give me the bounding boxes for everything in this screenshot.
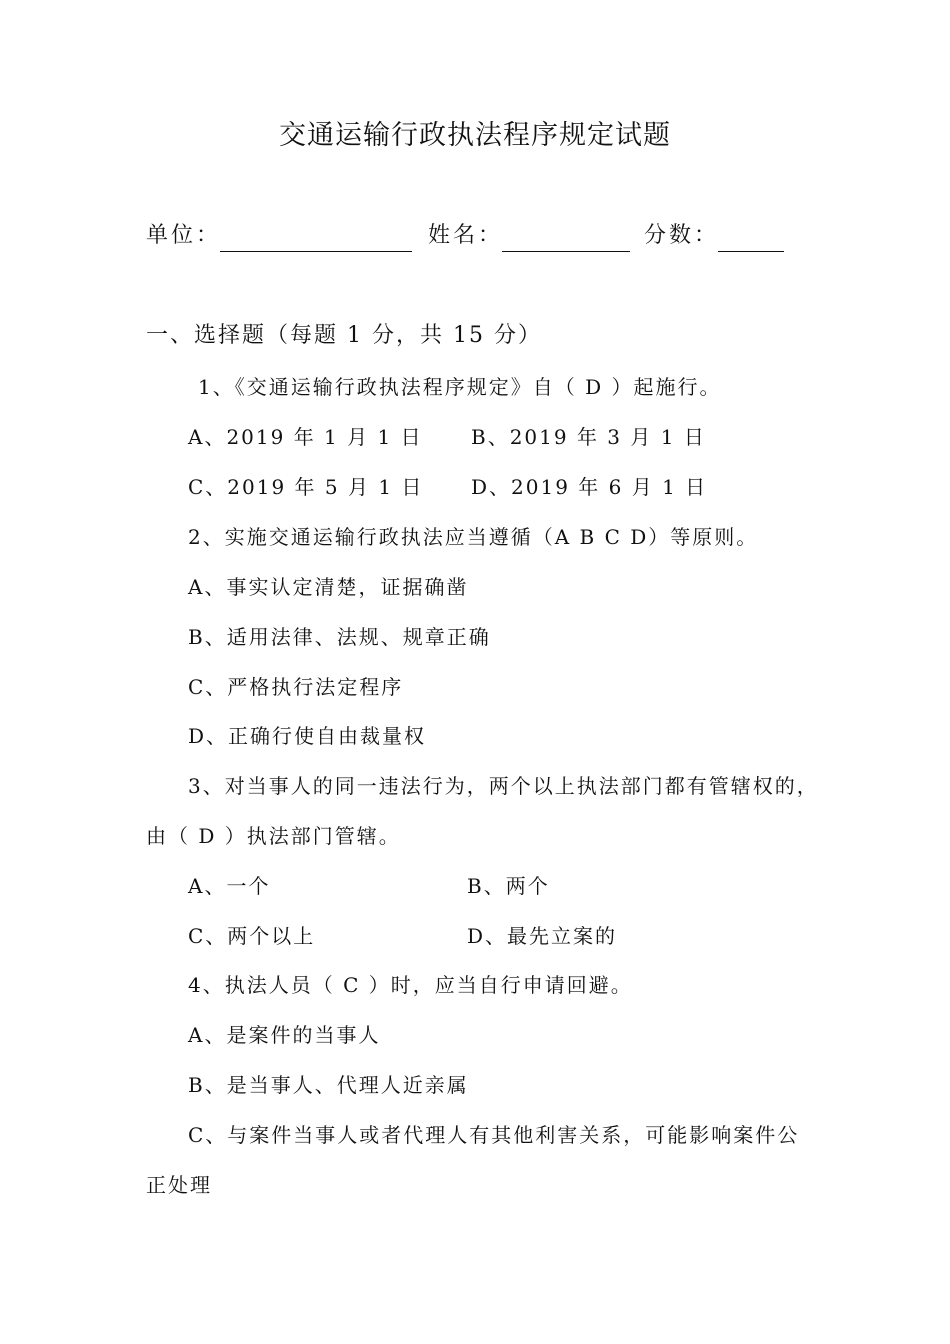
question-2-option-d: D、正确行使自由裁量权	[188, 724, 427, 748]
name-blank-line[interactable]	[502, 251, 630, 252]
question-1-option-d: D、2019 年 6 月 1 日	[471, 475, 708, 499]
section-heading-choice: 一、选择题（每题 1 分，共 15 分）	[146, 323, 542, 348]
question-2-option-c: C、严格执行法定程序	[188, 675, 404, 699]
question-3-option-b: B、两个	[467, 874, 550, 898]
question-4-option-c-line1: C、与案件当事人或者代理人有其他利害关系，可能影响案件公	[188, 1123, 800, 1147]
question-3-option-a: A、一个	[188, 874, 271, 898]
question-3-stem-line2: 由（ D ）执法部门管辖。	[146, 824, 401, 848]
question-2-option-a: A、事实认定清楚，证据确凿	[188, 575, 469, 599]
unit-blank-line[interactable]	[220, 251, 412, 252]
question-3-stem-line1: 3、对当事人的同一违法行为，两个以上执法部门都有管辖权的，	[188, 774, 819, 798]
score-blank-line[interactable]	[718, 251, 784, 252]
question-1-option-b: B、2019 年 3 月 1 日	[471, 425, 706, 449]
header-info-row	[146, 218, 796, 258]
unit-label: 单位：	[146, 223, 222, 248]
question-2-option-b: B、适用法律、法规、规章正确	[188, 625, 491, 649]
question-3-option-c: C、两个以上	[188, 924, 316, 948]
question-4-stem: 4、执法人员（ C ）时，应当自行申请回避。	[188, 973, 633, 997]
score-label: 分数：	[644, 223, 720, 248]
page-title: 交通运输行政执法程序规定试题	[279, 120, 671, 151]
question-2-stem: 2、实施交通运输行政执法应当遵循（A B C D）等原则。	[188, 525, 759, 549]
question-4-option-a: A、是案件的当事人	[188, 1023, 381, 1047]
question-4-option-b: B、是当事人、代理人近亲属	[188, 1073, 469, 1097]
question-1-option-a: A、2019 年 1 月 1 日	[188, 425, 423, 449]
question-3-option-d: D、最先立案的	[467, 924, 618, 948]
question-1-stem: 1、《交通运输行政执法程序规定》自（ D ）起施行。	[198, 375, 722, 399]
name-label: 姓名：	[428, 223, 504, 248]
question-4-option-c-line2: 正处理	[146, 1173, 212, 1197]
question-1-option-c: C、2019 年 5 月 1 日	[188, 475, 424, 499]
